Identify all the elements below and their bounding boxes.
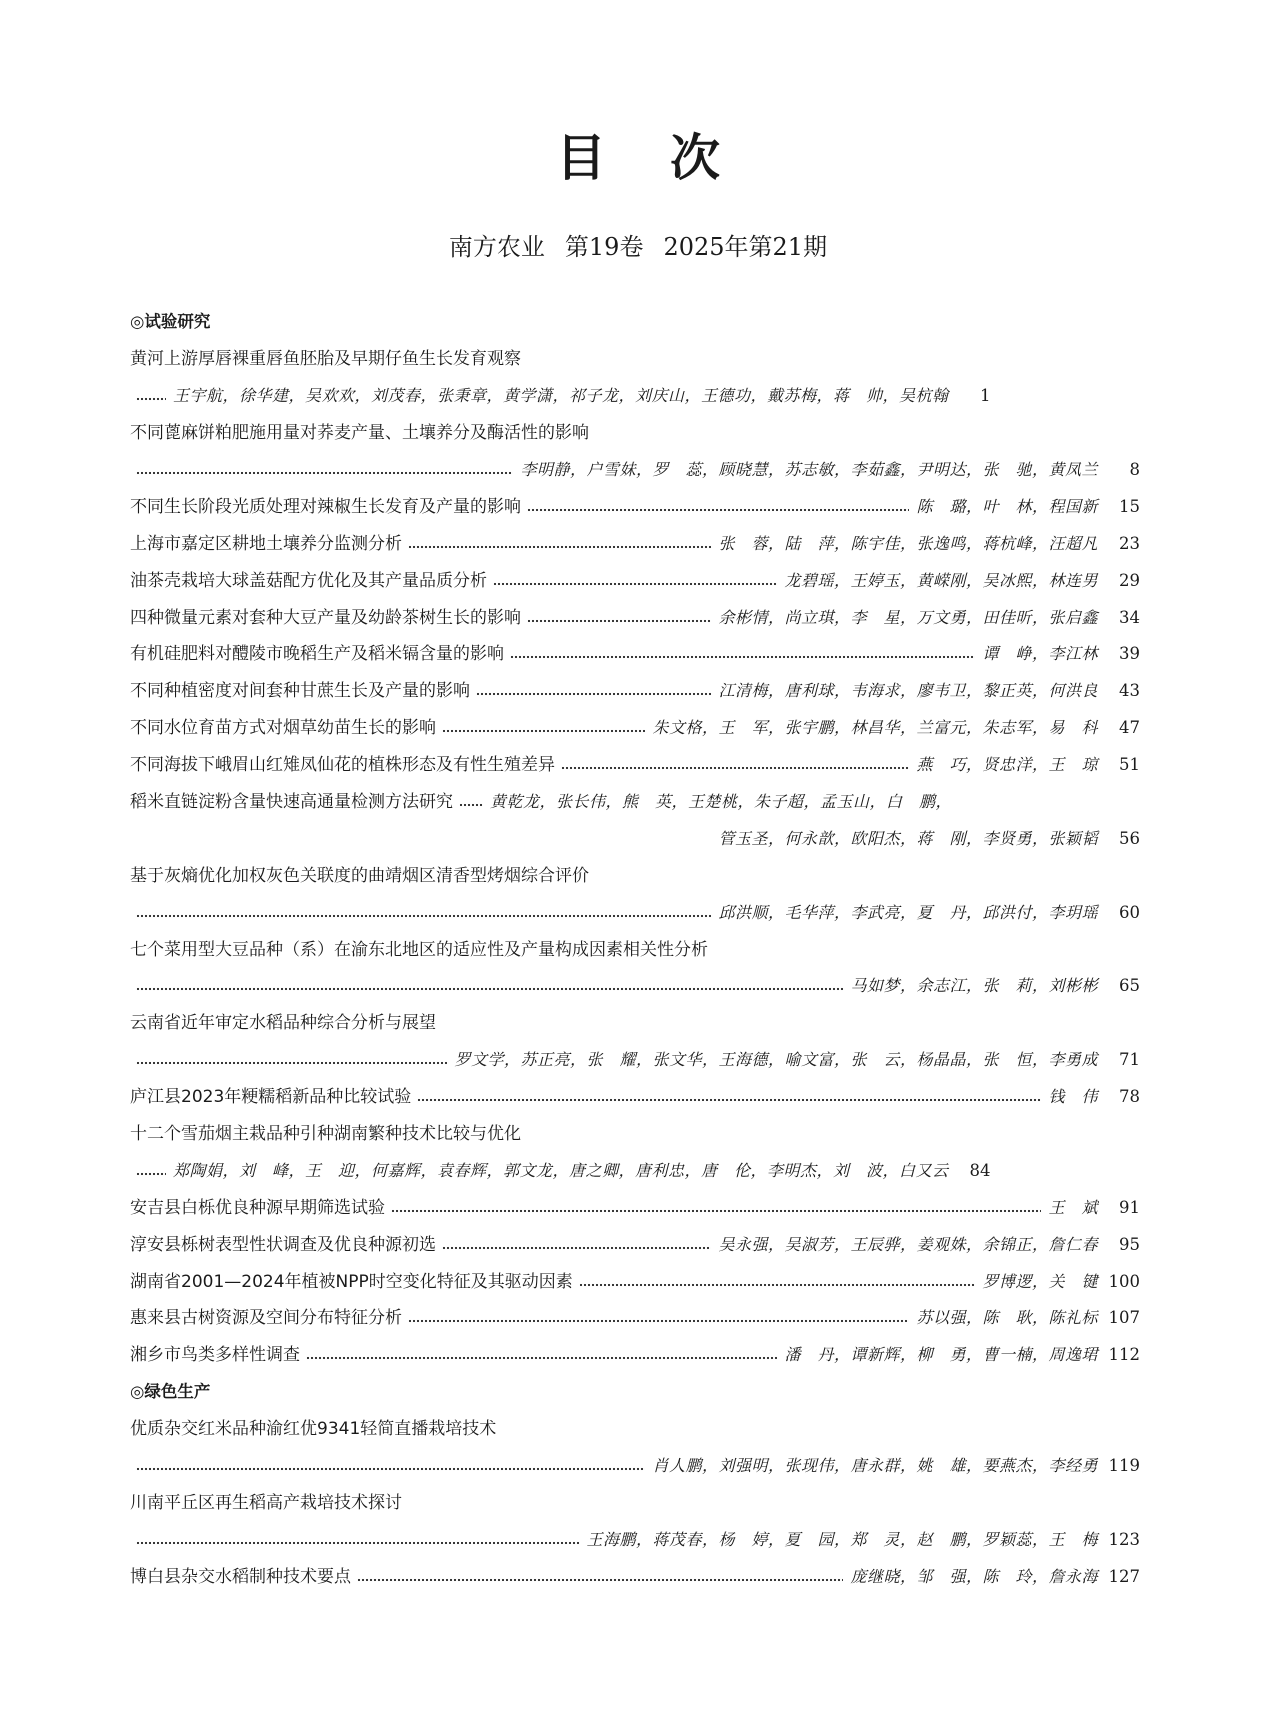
entry-authors: 朱文格，王 军，张宇鹏，林昌华，兰富元，朱志军，易 科 <box>652 718 1098 738</box>
leader-dots <box>408 1307 909 1329</box>
entry-authors: 张 蓉，陆 萍，陈宇佳，张逸鸣，蒋杭峰，汪超凡 <box>718 533 1098 553</box>
entry-title: 安吉县白栎优良种源早期筛选试验 <box>130 1197 385 1218</box>
entry-title: 惠来县古树资源及空间分布特征分析 <box>130 1308 402 1329</box>
section-heading: ◎试验研究 <box>130 312 211 332</box>
entry-title: 黄河上游厚唇裸重唇鱼胚胎及早期仔鱼生长发育观察 <box>130 349 521 370</box>
leader-dots <box>510 643 975 665</box>
entry-page: 107 <box>1108 1308 1140 1328</box>
entry-authors: 管玉圣，何永歆，欧阳杰，蒋 刚，李贤勇，张颖韬 <box>718 828 1098 848</box>
toc-entry[interactable] <box>130 1152 1140 1189</box>
entry-page: 56 <box>1119 828 1140 848</box>
leader-dots <box>357 1566 843 1588</box>
entry-page: 43 <box>1119 681 1140 701</box>
journal-issue: 2025年第21期 <box>663 233 828 261</box>
entry-page: 95 <box>1119 1234 1140 1254</box>
toc-entry[interactable] <box>130 1189 1140 1226</box>
entry-page: 100 <box>1108 1271 1140 1291</box>
leader-dots <box>136 459 513 481</box>
leader-dots <box>442 1234 711 1256</box>
entry-page: 34 <box>1119 607 1140 627</box>
toc-entry[interactable] <box>130 1337 1140 1374</box>
entry-title: 基于灰熵优化加权灰色关联度的曲靖烟区清香型烤烟综合评价 <box>130 865 589 886</box>
entry-title: 上海市嘉定区耕地土壤养分监测分析 <box>130 533 402 554</box>
toc-entry[interactable] <box>130 747 1140 784</box>
leader-dots <box>136 902 711 924</box>
entry-page: 23 <box>1119 533 1140 553</box>
toc-entry[interactable] <box>130 1300 1140 1337</box>
journal-subtitle <box>0 230 1276 264</box>
entry-title: 十二个雪茄烟主栽品种引种湖南繁种技术比较与优化 <box>130 1124 521 1145</box>
toc-entry[interactable] <box>130 415 1140 452</box>
leader-dots <box>442 717 645 739</box>
entry-authors: 燕 巧，贤忠洋，王 琼 <box>916 755 1098 775</box>
title-char-1: 目 <box>556 129 606 187</box>
toc-entry[interactable] <box>130 673 1140 710</box>
toc-entry[interactable] <box>130 710 1140 747</box>
entry-page: 29 <box>1119 570 1140 590</box>
entry-authors: 王 斌 <box>1048 1197 1098 1217</box>
entry-title: 云南省近年审定水稻品种综合分析与展望 <box>130 1013 436 1034</box>
entry-authors: 钱 伟 <box>1048 1087 1098 1107</box>
entry-authors: 谭 峥，李江林 <box>982 644 1098 664</box>
title-char-2: 次 <box>670 129 720 187</box>
entry-page: 71 <box>1119 1050 1140 1070</box>
leader-dots <box>408 533 711 555</box>
entry-page: 127 <box>1108 1566 1140 1586</box>
entry-authors: 罗文学，苏正亮，张 耀，张文华，王海德，喻文富，张 云，杨晶晶，张 恒，李勇成 <box>454 1050 1098 1070</box>
entry-page: 8 <box>1129 460 1140 479</box>
journal-name: 南方农业 <box>448 233 545 261</box>
toc-entry[interactable] <box>130 894 1140 931</box>
entry-authors: 陈 璐，叶 林，程国新 <box>916 496 1098 516</box>
toc-entry[interactable] <box>130 1079 1140 1116</box>
toc-entry[interactable] <box>130 1411 1140 1448</box>
journal-volume: 第19卷 <box>564 233 644 261</box>
entry-authors: 肖人鹏，刘强明，张现伟，唐永群，姚 雄，要燕杰，李经勇 <box>652 1456 1098 1476</box>
entry-authors: 王海鹏，蒋茂春，杨 婷，夏 园，郑 灵，赵 鹏，罗颖蕊，王 梅 <box>586 1529 1098 1549</box>
entry-page: 78 <box>1119 1087 1140 1107</box>
entry-page: 91 <box>1119 1197 1140 1217</box>
entry-title: 稻米直链淀粉含量快速高通量检测方法研究 <box>130 792 453 813</box>
toc-entry[interactable] <box>130 968 1140 1005</box>
entry-page: 15 <box>1119 496 1140 516</box>
entry-authors: 苏以强，陈 耿，陈礼标 <box>916 1308 1098 1328</box>
entry-title: 七个菜用型大豆品种（系）在渝东北地区的适应性及产量构成因素相关性分析 <box>130 939 708 960</box>
entry-authors: 龙碧瑶，王婷玉，黄嵘刚，吴冰熙，林连男 <box>784 570 1098 590</box>
toc-entry[interactable] <box>130 488 1140 525</box>
entry-page: 84 <box>969 1160 991 1180</box>
entry-authors: 李明静，户雪妹，罗 蕊，顾晓慧，苏志敏，李茹鑫，尹明达，张 驰，黄凤兰 <box>520 460 1098 479</box>
toc-entry[interactable] <box>130 525 1140 562</box>
toc-entry[interactable] <box>130 1226 1140 1263</box>
leader-dots <box>527 607 711 629</box>
entry-page: 123 <box>1108 1529 1140 1549</box>
leader-dots <box>417 1086 1041 1108</box>
toc-entry[interactable] <box>130 452 1140 489</box>
toc-entry[interactable] <box>130 562 1140 599</box>
entry-authors: 郑陶娟，刘 峰，王 迎，何嘉辉，袁春辉，郭文龙，唐之卿，唐利忠，唐 伦，李明杰，刘 波，白又云 <box>173 1160 949 1180</box>
toc-entry[interactable] <box>130 1005 1140 1042</box>
entry-title: 不同海拔下峨眉山红雉凤仙花的植株形态及有性生殖差异 <box>130 755 555 776</box>
entry-page: 60 <box>1119 902 1140 922</box>
toc-entry[interactable] <box>130 784 1140 821</box>
entry-title: 不同蓖麻饼粕肥施用量对荞麦产量、土壤养分及酶活性的影响 <box>130 423 589 444</box>
leader-dots <box>136 1529 579 1551</box>
leader-dots <box>493 570 777 592</box>
entry-title: 有机硅肥料对醴陵市晚稻生产及稻米镉含量的影响 <box>130 644 504 665</box>
entry-authors: 余彬情，尚立琪，李 星，万文勇，田佳昕，张启鑫 <box>718 607 1098 627</box>
entry-authors: 邱洪顺，毛华萍，李武亮，夏 丹，邱洪付，李玥瑶 <box>718 902 1098 922</box>
toc-entry[interactable] <box>130 636 1140 673</box>
entry-authors: 王宇航，徐华建，吴欢欢，刘茂春，张秉章，黄学潇，祁子龙，刘庆山，王德功，戴苏梅，蒋 帅，吴杭翰 <box>173 386 949 406</box>
toc-entry[interactable] <box>130 341 1140 378</box>
entry-title: 湘乡市鸟类多样性调查 <box>130 1345 300 1366</box>
entry-authors: 潘 丹，谭新辉，柳 勇，曹一楠，周逸珺 <box>784 1345 1098 1365</box>
entry-title: 博白县杂交水稻制种技术要点 <box>130 1566 351 1587</box>
entry-page: 65 <box>1119 976 1140 996</box>
section-heading: ◎绿色生产 <box>130 1382 211 1402</box>
leader-dots <box>391 1197 1041 1219</box>
leader-dots <box>136 975 843 997</box>
table-of-contents <box>130 304 1140 1595</box>
entry-authors: 江清梅，唐利球，韦海求，廖韦卫，黎正英，何洪良 <box>718 681 1098 701</box>
leader-dots <box>136 1160 166 1182</box>
entry-title: 不同种植密度对间套种甘蔗生长及产量的影响 <box>130 681 470 702</box>
entry-title: 优质杂交红米品种渝红优9341轻简直播栽培技术 <box>130 1419 497 1440</box>
toc-entry[interactable] <box>130 820 1140 857</box>
entry-title: 庐江县2023年粳糯稻新品种比较试验 <box>130 1087 412 1108</box>
entry-title: 不同水位育苗方式对烟草幼苗生长的影响 <box>130 718 436 739</box>
entry-page: 112 <box>1108 1345 1140 1365</box>
toc-entry[interactable] <box>130 857 1140 894</box>
toc-entry[interactable] <box>130 1485 1140 1522</box>
toc-entry[interactable] <box>130 1116 1140 1153</box>
toc-entry[interactable] <box>130 1521 1140 1558</box>
entry-title: 淳安县栎树表型性状调查及优良种源初选 <box>130 1234 436 1255</box>
leader-dots <box>527 496 909 518</box>
leader-dots <box>459 791 483 813</box>
entry-title: 四种微量元素对套种大豆产量及幼龄茶树生长的影响 <box>130 607 521 628</box>
entry-title: 油茶壳栽培大球盖菇配方优化及其产量品质分析 <box>130 570 487 591</box>
leader-dots <box>561 754 909 776</box>
leader-dots <box>306 1344 777 1366</box>
leader-dots <box>476 680 711 702</box>
entry-authors: 庞继晓，邹 强，陈 玲，詹永海 <box>850 1566 1098 1586</box>
entry-authors: 罗博逻，关 键 <box>982 1271 1098 1291</box>
toc-entry[interactable] <box>130 1263 1140 1300</box>
entry-authors: 马如梦，余志江，张 莉，刘彬彬 <box>850 976 1098 996</box>
leader-dots <box>579 1271 976 1293</box>
toc-entry[interactable] <box>130 378 1140 415</box>
entry-page: 1 <box>980 386 991 406</box>
toc-entry[interactable] <box>130 931 1140 968</box>
toc-entry[interactable] <box>130 1448 1140 1485</box>
toc-entry[interactable] <box>130 1042 1140 1079</box>
leader-dots <box>136 385 166 407</box>
entry-page: 51 <box>1119 755 1140 775</box>
entry-page: 119 <box>1108 1456 1140 1476</box>
entry-authors: 吴永强，吴淑芳，王辰骅，姜观姝，余锦正，詹仁春 <box>718 1234 1098 1254</box>
leader-dots <box>136 1455 645 1477</box>
toc-entry[interactable] <box>130 599 1140 636</box>
entry-title: 不同生长阶段光质处理对辣椒生长发育及产量的影响 <box>130 496 521 517</box>
page-title <box>0 128 1276 188</box>
entry-title: 湖南省2001—2024年植被NPP时空变化特征及其驱动因素 <box>130 1271 573 1292</box>
entry-page: 39 <box>1119 644 1140 664</box>
toc-entry[interactable] <box>130 1558 1140 1595</box>
entry-authors: 黄乾龙，张长伟，熊 英，王楚桃，朱子超，孟玉山，白 鹏， <box>490 792 953 812</box>
leader-dots <box>136 1049 447 1071</box>
entry-title: 川南平丘区再生稻高产栽培技术探讨 <box>130 1492 402 1513</box>
entry-page: 47 <box>1119 718 1140 738</box>
